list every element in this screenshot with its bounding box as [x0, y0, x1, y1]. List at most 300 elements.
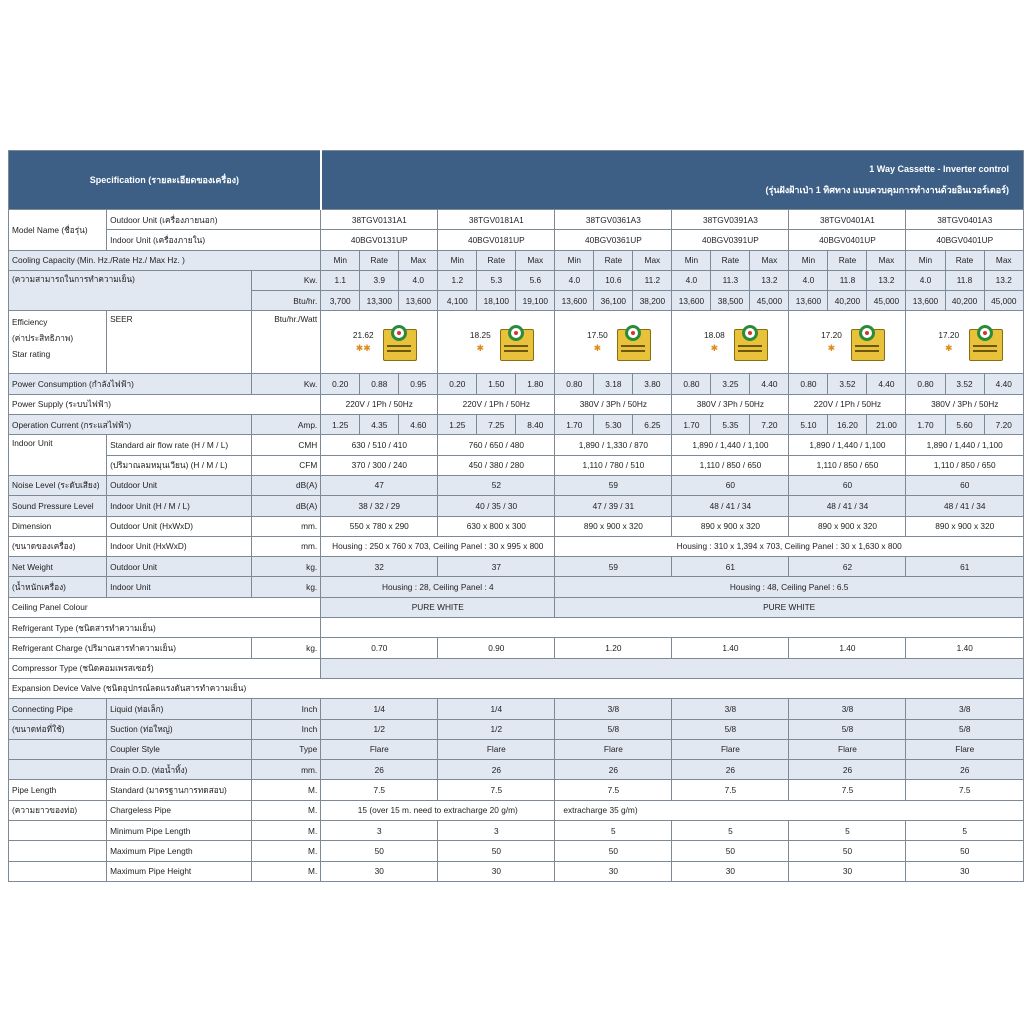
- standard-value: 7.5: [438, 780, 555, 800]
- chargeless-value: 15 (over 15 m. need to extracharge 20 g/m): [321, 800, 555, 820]
- cooling-kw-value: 11.2: [633, 270, 672, 290]
- dimension-outdoor-value: 890 x 900 x 320: [555, 516, 672, 536]
- min-length-value: 3: [321, 821, 438, 841]
- unit-cfm: CFM: [252, 455, 321, 475]
- spec-table: [8, 150, 1024, 882]
- energy-label-icon: [734, 325, 766, 359]
- suction-label: Suction (ท่อใหญ่): [107, 719, 252, 739]
- col-head-max: Max: [399, 250, 438, 270]
- product-title-block: [321, 151, 1024, 210]
- col-head-min: Min: [555, 250, 594, 270]
- indoor-model: 40BGV0401UP: [789, 230, 906, 250]
- energy-label-icon: [617, 325, 649, 359]
- col-head-max: Max: [984, 250, 1023, 270]
- unit-cmh: CMH: [252, 435, 321, 455]
- col-head-max: Max: [633, 250, 672, 270]
- weight-indoor-label: Indoor Unit: [107, 577, 252, 597]
- pipe-label-th: (ขนาดท่อที่ใช้): [9, 719, 107, 739]
- current-value: 1.70: [906, 415, 945, 435]
- panel-colour-value: PURE WHITE: [555, 597, 1024, 617]
- max-length-value: 50: [672, 841, 789, 861]
- cooling-btu-value: 13,600: [555, 291, 594, 311]
- cooling-btu-value: 19,100: [516, 291, 555, 311]
- current-value: 5.60: [945, 415, 984, 435]
- power-supply-section: [9, 394, 1024, 414]
- current-value: 8.40: [516, 415, 555, 435]
- refrigerant-charge-value: 0.70: [321, 638, 438, 658]
- cooling-kw-value: 13.2: [984, 270, 1023, 290]
- noise-outdoor-value: 47: [321, 475, 438, 495]
- dimension-indoor-value: Housing : 250 x 760 x 703, Ceiling Panel : 30 x 995 x 800: [321, 536, 555, 556]
- cooling-btu-value: 45,000: [984, 291, 1023, 311]
- efficiency-label: Efficiency: [12, 317, 48, 328]
- weight-label-th: (น้ำหนักเครื่อง): [9, 577, 107, 597]
- current-value: 16.20: [828, 415, 867, 435]
- drain-value: 26: [555, 760, 672, 780]
- current-value: 7.20: [984, 415, 1023, 435]
- weight-outdoor-value: 62: [789, 557, 906, 577]
- max-length-label: Maximum Pipe Length: [107, 841, 252, 861]
- indoor-model: 40BGV0181UP: [438, 230, 555, 250]
- col-head-rate: Rate: [360, 250, 399, 270]
- connecting-pipe-section: [9, 699, 1024, 780]
- unit-kw: Kw.: [252, 374, 321, 394]
- dimension-section: [9, 516, 1024, 557]
- drain-value: 26: [438, 760, 555, 780]
- liquid-value: 3/8: [906, 699, 1024, 719]
- min-length-value: 5: [789, 821, 906, 841]
- refrigerant-charge-value: 0.90: [438, 638, 555, 658]
- refrigerant-type-value: [321, 618, 1024, 638]
- unit-m: M.: [252, 800, 321, 820]
- current-value: 5.30: [594, 415, 633, 435]
- unit-mm: mm.: [252, 536, 321, 556]
- col-head-min: Min: [672, 250, 711, 270]
- cooling-btu-value: 18,100: [477, 291, 516, 311]
- efficiency-section: [9, 311, 1024, 374]
- cooling-btu-value: 4,100: [438, 291, 477, 311]
- cooling-kw-value: 5.3: [477, 270, 516, 290]
- chargeless-label: Chargeless Pipe: [107, 800, 252, 820]
- cooling-section: [9, 250, 1024, 311]
- power-value: 3.52: [828, 374, 867, 394]
- unit-mm: mm.: [252, 516, 321, 536]
- star-icon: ✱: [827, 342, 836, 353]
- liquid-value: 1/4: [438, 699, 555, 719]
- unit-m: M.: [252, 861, 321, 881]
- cooling-kw-value: 4.0: [555, 270, 594, 290]
- standard-value: 7.5: [321, 780, 438, 800]
- col-head-min: Min: [321, 250, 360, 270]
- cooling-kw-value: 10.6: [594, 270, 633, 290]
- weight-outdoor-value: 61: [906, 557, 1024, 577]
- efficiency-value: 18.08: [704, 330, 725, 341]
- weight-outdoor-value: 61: [672, 557, 789, 577]
- outdoor-model: 38TGV0361A3: [555, 210, 672, 230]
- min-length-value: 3: [438, 821, 555, 841]
- noise-indoor-label: Indoor Unit (H / M / L): [107, 496, 252, 516]
- standard-value: 7.5: [672, 780, 789, 800]
- cooling-kw-value: 13.2: [750, 270, 789, 290]
- coupler-value: Flare: [672, 739, 789, 759]
- weight-outdoor-label: Outdoor Unit: [107, 557, 252, 577]
- noise-outdoor-value: 60: [789, 475, 906, 495]
- efficiency-value: 21.62: [352, 330, 374, 341]
- pipe-length-spacer: [9, 861, 107, 881]
- indoor-unit-label: Indoor Unit: [9, 435, 107, 476]
- unit-kw: Kw.: [252, 270, 321, 290]
- max-length-value: 50: [906, 841, 1024, 861]
- noise-indoor-value: 47 / 39 / 31: [555, 496, 672, 516]
- cooling-btu-value: 40,200: [828, 291, 867, 311]
- unit-dba: dB(A): [252, 475, 321, 495]
- power-value: 0.88: [360, 374, 399, 394]
- cfm-value: 1,110 / 850 / 650: [906, 455, 1024, 475]
- current-value: 1.25: [438, 415, 477, 435]
- cooling-btu-value: 13,300: [360, 291, 399, 311]
- col-head-rate: Rate: [828, 250, 867, 270]
- dimension-outdoor-value: 890 x 900 x 320: [672, 516, 789, 536]
- weight-outdoor-value: 32: [321, 557, 438, 577]
- outdoor-model: 38TGV0391A3: [672, 210, 789, 230]
- coupler-value: Flare: [438, 739, 555, 759]
- weight-label: Net Weight: [9, 557, 107, 577]
- max-height-label: Maximum Pipe Height: [107, 861, 252, 881]
- spec-heading: Specification (รายละเอียดของเครื่อง): [9, 151, 321, 210]
- star-rating-label: Star rating: [12, 348, 51, 359]
- outdoor-model: 38TGV0401A3: [906, 210, 1024, 230]
- min-length-label: Minimum Pipe Length: [107, 821, 252, 841]
- cooling-kw-value: 11.8: [945, 270, 984, 290]
- power-supply-label: Power Supply (ระบบไฟฟ้า): [9, 394, 321, 414]
- outdoor-model: 38TGV0181A1: [438, 210, 555, 230]
- power-value: 0.80: [789, 374, 828, 394]
- drain-value: 26: [672, 760, 789, 780]
- efficiency-value: 17.50: [586, 330, 608, 341]
- cooling-btu-value: 13,600: [906, 291, 945, 311]
- noise-indoor-value: 40 / 35 / 30: [438, 496, 555, 516]
- liquid-value: 3/8: [789, 699, 906, 719]
- power-value: 4.40: [750, 374, 789, 394]
- col-head-max: Max: [750, 250, 789, 270]
- current-value: 21.00: [867, 415, 906, 435]
- cfm-value: 370 / 300 / 240: [321, 455, 438, 475]
- power-value: 4.40: [984, 374, 1023, 394]
- cooling-btu-value: 45,000: [750, 291, 789, 311]
- cfm-label: (ปริมาณลมหมุนเวียน) (H / M / L): [107, 455, 252, 475]
- suction-value: 5/8: [906, 719, 1024, 739]
- max-length-value: 50: [555, 841, 672, 861]
- cooling-kw-value: 1.1: [321, 270, 360, 290]
- unit-m: M.: [252, 821, 321, 841]
- efficiency-cell: [321, 311, 438, 374]
- seer-label: SEER: [107, 311, 252, 374]
- cfm-value: 1,110 / 850 / 650: [672, 455, 789, 475]
- unit-kg: kg.: [252, 577, 321, 597]
- spec-sheet: [8, 150, 1024, 882]
- dimension-outdoor-value: 630 x 800 x 300: [438, 516, 555, 536]
- max-length-value: 50: [438, 841, 555, 861]
- standard-label: Standard (มาตรฐานการทดสอบ): [107, 780, 252, 800]
- indoor-unit-label: Indoor Unit (เครื่องภายใน): [107, 230, 321, 250]
- airflow-value: 1,890 / 1,440 / 1,100: [789, 435, 906, 455]
- power-value: 0.80: [672, 374, 711, 394]
- efficiency-cell: [789, 311, 906, 374]
- efficiency-label-block: [9, 311, 107, 374]
- cooling-btu-value: 38,200: [633, 291, 672, 311]
- refrigerant-charge-value: 1.40: [672, 638, 789, 658]
- airflow-value: 760 / 650 / 480: [438, 435, 555, 455]
- pipe-spacer: [9, 739, 107, 759]
- suction-value: 5/8: [555, 719, 672, 739]
- weight-outdoor-value: 37: [438, 557, 555, 577]
- compressor-label: Compressor Type (ชนิดคอมเพรสเซอร์): [9, 658, 321, 678]
- star-icon: ✱: [593, 342, 602, 353]
- weight-section: [9, 557, 1024, 598]
- noise-label: Noise Level (ระดับเสียง): [9, 475, 107, 495]
- power-value: 1.80: [516, 374, 555, 394]
- cooling-kw-value: 4.0: [789, 270, 828, 290]
- coupler-value: Flare: [321, 739, 438, 759]
- cooling-label: Cooling Capacity (Min. Hz./Rate Hz./ Max Hz. ): [9, 250, 321, 270]
- current-value: 4.60: [399, 415, 438, 435]
- noise-indoor-value: 48 / 41 / 34: [789, 496, 906, 516]
- airflow-value: 630 / 510 / 410: [321, 435, 438, 455]
- dimension-indoor-label: Indoor Unit (HxWxD): [107, 536, 252, 556]
- noise-outdoor-value: 60: [672, 475, 789, 495]
- noise-indoor-value: 38 / 32 / 29: [321, 496, 438, 516]
- liquid-value: 1/4: [321, 699, 438, 719]
- noise-outdoor-value: 59: [555, 475, 672, 495]
- current-value: 7.25: [477, 415, 516, 435]
- unit-kg: kg.: [252, 557, 321, 577]
- energy-label-icon: [500, 325, 532, 359]
- noise-outdoor-value: 60: [906, 475, 1024, 495]
- liquid-value: 3/8: [672, 699, 789, 719]
- max-length-value: 50: [321, 841, 438, 861]
- efficiency-value: 17.20: [938, 330, 960, 341]
- efficiency-value: 18.25: [469, 330, 491, 341]
- efficiency-cell: [672, 311, 789, 374]
- outdoor-unit-label: Outdoor Unit (เครื่องภายนอก): [107, 210, 321, 230]
- panel-section: [9, 597, 1024, 698]
- model-section: [9, 210, 1024, 251]
- cooling-btu-value: 36,100: [594, 291, 633, 311]
- col-head-min: Min: [438, 250, 477, 270]
- efficiency-cell: [906, 311, 1024, 374]
- energy-label-icon: [383, 325, 415, 359]
- cfm-value: 1,110 / 780 / 510: [555, 455, 672, 475]
- col-head-max: Max: [867, 250, 906, 270]
- cooling-btu-value: 13,600: [789, 291, 828, 311]
- suction-value: 5/8: [672, 719, 789, 739]
- unit-mm: mm.: [252, 760, 321, 780]
- max-height-value: 30: [321, 861, 438, 881]
- unit-dba: dB(A): [252, 496, 321, 516]
- unit-amp: Amp.: [252, 415, 321, 435]
- efficiency-value: 17.20: [821, 330, 842, 341]
- outdoor-model: 38TGV0131A1: [321, 210, 438, 230]
- refrigerant-charge-value: 1.40: [789, 638, 906, 658]
- cooling-btu-value: 3,700: [321, 291, 360, 311]
- unit-kg: kg.: [252, 638, 321, 658]
- current-value: 6.25: [633, 415, 672, 435]
- dimension-label: Dimension: [9, 516, 107, 536]
- power-value: 0.95: [399, 374, 438, 394]
- power-value: 0.80: [906, 374, 945, 394]
- cooling-btu-value: 13,600: [399, 291, 438, 311]
- power-supply-value: 220V / 1Ph / 50Hz: [321, 394, 438, 414]
- cooling-kw-value: 4.0: [672, 270, 711, 290]
- max-height-value: 30: [438, 861, 555, 881]
- energy-label-icon: [969, 325, 1001, 359]
- power-value: 3.80: [633, 374, 672, 394]
- pipe-label: Connecting Pipe: [9, 699, 107, 719]
- power-value: 4.40: [867, 374, 906, 394]
- max-height-value: 30: [672, 861, 789, 881]
- efficiency-label-th: (ค่าประสิทธิภาพ): [12, 333, 74, 344]
- col-head-max: Max: [516, 250, 555, 270]
- refrigerant-charge-value: 1.40: [906, 638, 1024, 658]
- airflow-label: Standard air flow rate (H / M / L): [107, 435, 252, 455]
- current-value: 5.10: [789, 415, 828, 435]
- liquid-label: Liquid (ท่อเล็ก): [107, 699, 252, 719]
- pipe-length-label-th: (ความยาวของท่อ): [9, 800, 107, 820]
- current-value: 5.35: [711, 415, 750, 435]
- cooling-kw-value: 5.6: [516, 270, 555, 290]
- power-supply-value: 220V / 1Ph / 50Hz: [438, 394, 555, 414]
- power-supply-value: 380V / 3Ph / 50Hz: [672, 394, 789, 414]
- outdoor-model: 38TGV0401A1: [789, 210, 906, 230]
- refrigerant-charge-value: 1.20: [555, 638, 672, 658]
- star-icon: ✱: [710, 342, 719, 353]
- weight-indoor-value: Housing : 28, Ceiling Panel : 4: [321, 577, 555, 597]
- cooling-label-th: (ความสามารถในการทำความเย็น): [9, 270, 252, 311]
- cooling-kw-value: 3.9: [360, 270, 399, 290]
- min-length-value: 5: [672, 821, 789, 841]
- cfm-value: 1,110 / 850 / 650: [789, 455, 906, 475]
- panel-colour-label: Ceiling Panel Colour: [9, 597, 321, 617]
- indoor-model: 40BGV0401UP: [906, 230, 1024, 250]
- current-value: 1.70: [672, 415, 711, 435]
- power-value: 1.50: [477, 374, 516, 394]
- power-value: 3.52: [945, 374, 984, 394]
- power-consumption-section: [9, 374, 1024, 394]
- efficiency-cell: [438, 311, 555, 374]
- pipe-length-spacer: [9, 821, 107, 841]
- power-supply-value: 220V / 1Ph / 50Hz: [789, 394, 906, 414]
- standard-value: 7.5: [555, 780, 672, 800]
- noise-indoor-value: 48 / 41 / 34: [906, 496, 1024, 516]
- coupler-value: Flare: [906, 739, 1024, 759]
- indoor-model: 40BGV0131UP: [321, 230, 438, 250]
- power-value: 0.20: [438, 374, 477, 394]
- indoor-model: 40BGV0391UP: [672, 230, 789, 250]
- coupler-value: Flare: [789, 739, 906, 759]
- weight-indoor-value: Housing : 48, Ceiling Panel : 6.5: [555, 577, 1024, 597]
- col-head-min: Min: [906, 250, 945, 270]
- suction-value: 1/2: [438, 719, 555, 739]
- pipe-length-label: Pipe Length: [9, 780, 107, 800]
- dimension-indoor-value: Housing : 310 x 1,394 x 703, Ceiling Panel : 30 x 1,630 x 800: [555, 536, 1024, 556]
- dimension-outdoor-value: 550 x 780 x 290: [321, 516, 438, 536]
- drain-value: 26: [321, 760, 438, 780]
- col-head-rate: Rate: [477, 250, 516, 270]
- power-value: 3.18: [594, 374, 633, 394]
- coupler-value: Flare: [555, 739, 672, 759]
- energy-label-icon: [851, 325, 883, 359]
- suction-value: 1/2: [321, 719, 438, 739]
- power-value: 0.80: [555, 374, 594, 394]
- airflow-value: 1,890 / 1,440 / 1,100: [672, 435, 789, 455]
- airflow-value: 1,890 / 1,440 / 1,100: [906, 435, 1024, 455]
- col-head-min: Min: [789, 250, 828, 270]
- efficiency-cell: [555, 311, 672, 374]
- unit-inch: Inch: [252, 699, 321, 719]
- unit-type: Type: [252, 739, 321, 759]
- min-length-value: 5: [906, 821, 1024, 841]
- coupler-label: Coupler Style: [107, 739, 252, 759]
- pipe-spacer: [9, 760, 107, 780]
- model-label: Model Name (ชื่อรุ่น): [9, 210, 107, 251]
- operation-current-section: [9, 415, 1024, 435]
- standard-value: 7.5: [789, 780, 906, 800]
- power-value: 3.25: [711, 374, 750, 394]
- cooling-btu-value: 45,000: [867, 291, 906, 311]
- col-head-rate: Rate: [711, 250, 750, 270]
- power-supply-value: 380V / 3Ph / 50Hz: [906, 394, 1024, 414]
- min-length-value: 5: [555, 821, 672, 841]
- cooling-kw-value: 4.0: [906, 270, 945, 290]
- noise-outdoor-label: Outdoor Unit: [107, 475, 252, 495]
- cfm-value: 450 / 380 / 280: [438, 455, 555, 475]
- panel-colour-value: PURE WHITE: [321, 597, 555, 617]
- current-value: 1.70: [555, 415, 594, 435]
- max-height-value: 30: [906, 861, 1024, 881]
- pipe-length-spacer: [9, 841, 107, 861]
- noise-outdoor-value: 52: [438, 475, 555, 495]
- pipe-length-section: [9, 780, 1024, 881]
- dimension-outdoor-label: Outdoor Unit (HxWxD): [107, 516, 252, 536]
- cooling-btu-value: 38,500: [711, 291, 750, 311]
- max-length-value: 50: [789, 841, 906, 861]
- refrigerant-type-label: Refrigerant Type (ชนิดสารทำความเย็น): [9, 618, 321, 638]
- power-value: 0.20: [321, 374, 360, 394]
- cooling-kw-value: 11.3: [711, 270, 750, 290]
- current-value: 4.35: [360, 415, 399, 435]
- drain-value: 26: [906, 760, 1024, 780]
- col-head-rate: Rate: [945, 250, 984, 270]
- max-height-value: 30: [789, 861, 906, 881]
- cooling-btu-value: 13,600: [672, 291, 711, 311]
- cooling-btu-value: 40,200: [945, 291, 984, 311]
- star-icon: ✱✱: [355, 342, 371, 353]
- unit-btu: Btu/hr.: [252, 291, 321, 311]
- refrigerant-charge-label: Refrigerant Charge (ปริมาณสารทำความเย็น): [9, 638, 252, 658]
- product-subtitle: (รุ่นฝังฝ้าเป่า 1 ทิศทาง แบบควบคุมการทำงานด้วยอินเวอร์เตอร์): [765, 185, 1009, 195]
- col-head-rate: Rate: [594, 250, 633, 270]
- dimension-outdoor-value: 890 x 900 x 320: [789, 516, 906, 536]
- indoor-unit-section: [9, 435, 1024, 476]
- weight-outdoor-value: 59: [555, 557, 672, 577]
- unit-m: M.: [252, 780, 321, 800]
- current-value: 7.20: [750, 415, 789, 435]
- power-consumption-label: Power Consumption (กำลังไฟฟ้า): [9, 374, 252, 394]
- unit-m: M.: [252, 841, 321, 861]
- dimension-label-th: (ขนาดของเครื่อง): [9, 536, 107, 556]
- airflow-value: 1,890 / 1,330 / 870: [555, 435, 672, 455]
- efficiency-unit: Btu/hr./Watt: [252, 311, 321, 374]
